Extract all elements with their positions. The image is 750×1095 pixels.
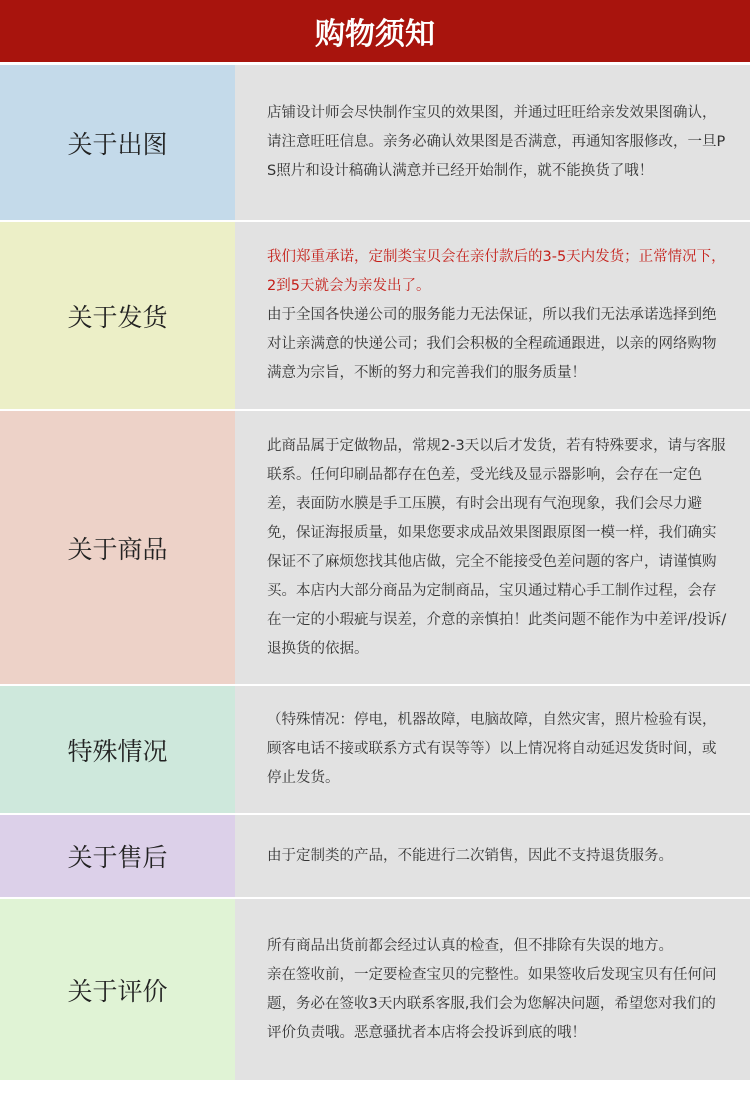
page-title: 购物须知 [0, 0, 750, 62]
section-label: 关于售后 [0, 815, 235, 897]
section-text: 所有商品出货前都会经过认真的检查，但不排除有失误的地方。 [267, 937, 673, 954]
section-shangpin [0, 411, 750, 684]
section-content [235, 222, 750, 409]
section-text: 此商品属于定做物品，常规2-3天以后才发货，若有特殊要求，请与客服联系。任何印刷品都存在色差，受光线及显示器影响，会存在一定色差，表面防水膜是手工压膜，有时会出现有气泡现象，我们会尽力避免，保证海报质量，如果您要求成品效果图跟原图一模一样，我们确实保证不了麻烦您找其他店做，完全不能接受色差问题的客户，请谨慎购买。本店内大部分商品为定制商品，宝贝通过精心手工制作过程，会存在一定的小瑕疵与误差，介意的亲慎拍！此类问题不能作为中差评/投诉/退换货的依据。 [267, 437, 727, 657]
section-content [235, 411, 750, 684]
section-text: 店铺设计师会尽快制作宝贝的效果图，并通过旺旺给亲发效果图确认，请注意旺旺信息。亲务必确认效果图是否满意，再通知客服修改，一旦PS照片和设计稿确认满意并已经开始制作，就不能换货了哦！ [267, 105, 726, 179]
section-text: 由于全国各快递公司的服务能力无法保证，所以我们无法承诺选择到绝对让亲满意的快递公司；我们会积极的全程疏通跟进，以亲的网络购物满意为宗旨，不断的努力和完善我们的服务质量！ [267, 307, 717, 381]
section-label: 关于出图 [0, 65, 235, 220]
section-text: （特殊情况：停电，机器故障，电脑故障，自然灾害，照片检验有误，顾客电话不接或联系方式有误等等）以上情况将自动延迟发货时间，或停止发货。 [267, 712, 717, 786]
section-label: 特殊情况 [0, 686, 235, 813]
section-label: 关于评价 [0, 899, 235, 1080]
section-teshu [0, 686, 750, 813]
section-content [235, 686, 750, 813]
shipping-promise-text: 我们郑重承诺，定制类宝贝会在亲付款后的3-5天内发货；正常情况下，2到5天就会为亲发出了。 [267, 249, 726, 294]
section-text: 由于定制类的产品，不能进行二次销售，因此不支持退货服务。 [267, 847, 673, 864]
section-content [235, 815, 750, 897]
section-fahuo [0, 222, 750, 409]
section-text: 亲在签收前，一定要检查宝贝的完整性。如果签收后发现宝贝有任何问题，务必在签收3天内联系客服,我们会为您解决问题，希望您对我们的评价负责哦。恶意骚扰者本店将会投诉到底的哦！ [267, 966, 717, 1041]
section-label: 关于发货 [0, 222, 235, 409]
section-label: 关于商品 [0, 411, 235, 684]
section-content [235, 65, 750, 220]
section-chutu [0, 65, 750, 220]
section-content [235, 899, 750, 1080]
section-pingjia [0, 899, 750, 1080]
section-shouhou [0, 815, 750, 897]
